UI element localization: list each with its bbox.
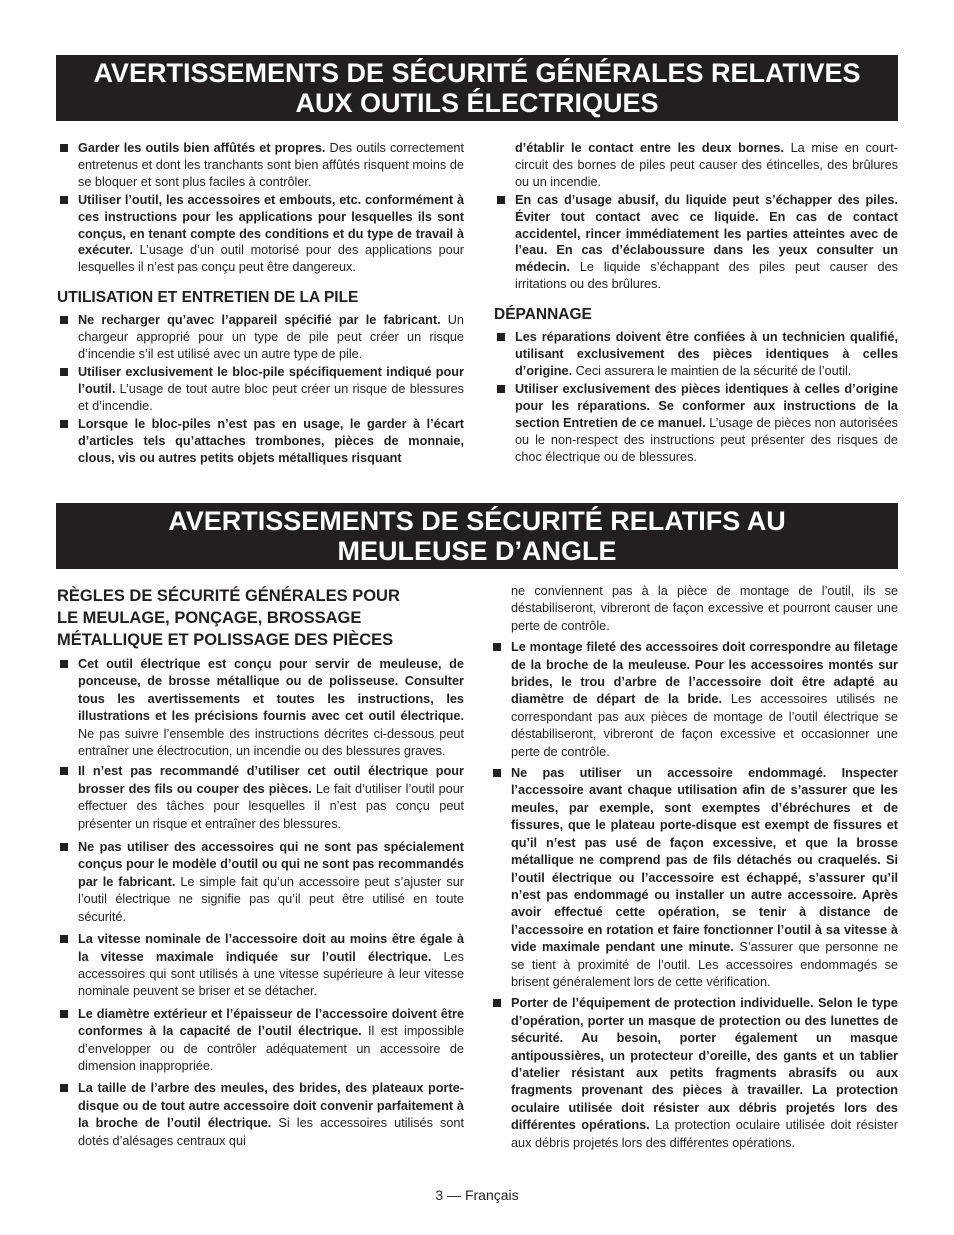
section-banner-angle-grinder — [56, 503, 898, 569]
list-item: Porter de l’équipement de protection individuelle. Selon le type d’opération, porter un masque de protection ou des lunettes de sécurité. Au besoin, porter également un masque antipoussières, un protecteur d’oreille, des gants et un tablier d’atelier résistant aux petits fragments abrasifs ou aux fragments provenant des pièces à travailler. La protection oculaire utilisée doit résister aux débris projetés lors des différentes opérations. La protection oculaire utilisée doit résister aux débris projetés lors des différentes opérations. — [490, 995, 898, 1152]
banner-title-line-2: AUX OUTILS ÉLECTRIQUES — [295, 88, 659, 118]
list-item: Ne pas utiliser un accessoire endommagé. Inspecter l’accessoire avant chaque utilisation afin de s’assurer que les meules, par exemple, sont exemptes d’ébréchures et de fissures, que le plateau porte-disque est exempt de fissures et qu’il n’est pas usé de façon excessive, et que la brosse métallique ne comprend pas de fils détachés ou craquelés. Si l’outil électrique ou l’accessoire est échappé, s’assurer qu’il n’est pas endommagé ou installer un autre accessoire. Après avoir effectué cette opération, se tenir à distance de l’accessoire en rotation et faire fonctionner l’outil à sa vitesse à vide maximale pendant une minute. S’assurer que personne ne se tient à proximité de l’outil. Les accessoires endommagés se brisent généralement lors de cette vérification. — [490, 765, 898, 991]
section-banner-general-safety — [56, 55, 898, 121]
list-item: Le montage fileté des accessoires doit correspondre au filetage de la broche de la meuleuse. Pour les accessoires montés sur brides, le trou d’arbre de l’accessoire doit être adapté au diamètre de départ de la bride. Les accessoires utilisés ne correspondant pas aux pièces de montage de l’outil électrique se déstabiliseront, vibreront de façon excessive et occasionner une perte de contrôle. — [490, 639, 898, 761]
section-heading: DÉPANNAGE — [494, 306, 592, 324]
list-item-continued: ne conviennent pas à la pièce de montage de l’outil, ils se déstabiliseront, vibreront de façon excessive et pourront causer une perte de contrôle. — [511, 584, 898, 633]
list-item: Les réparations doivent être confiées à un technicien qualifié, utilisant exclusivement des pièces identiques à celles d’origine. Ceci assurera le maintien de la sécurité de l’outil. — [494, 329, 898, 380]
list-item: Le diamètre extérieur et l’épaisseur de l’accessoire doivent être conformes à la capacité de l’outil électrique. Il est impossible d’envelopper ou de contrôler adéquatement un accessoire de dimension inappropriée. — [57, 1006, 464, 1076]
banner-title-line-1: AVERTISSEMENTS DE SÉCURITÉ RELATIFS AU — [168, 506, 786, 536]
list-item: Utiliser l’outil, les accessoires et embouts, etc. conformément à ces instructions pour les applications pour lesquelles ils sont conçus, en tenant compte des conditions et du type de travail à exécuter. L’usage d’un outil motorisé pour des applications pour lesquelles il n’est pas conçu peut être dangereux. — [57, 192, 464, 277]
list-item: Ne pas utiliser des accessoires qui ne sont pas spécialement conçus pour le modèle d’outil ou qui ne sont pas recommandés par le fabricant. Le simple fait qu’un accessoire peut s’ajuster sur l’outil électrique ne signifie pas qu’il peut être utilisé en toute sécurité. — [57, 839, 464, 926]
banner-title-line-2: MEULEUSE D’ANGLE — [337, 536, 617, 566]
list-item: Cet outil électrique est conçu pour servir de meuleuse, de ponceuse, de brosse métallique ou de polisseuse. Consulter tous les avertissements et toutes les instructions, les illustrations et les précisions fournis avec cet outil électrique. Ne pas suivre l’ensemble des instructions décrites ci-dessous peut entraîner une électrocution, un incendie ou des blessures graves. — [57, 656, 464, 760]
list-item: La vitesse nominale de l’accessoire doit au moins être égale à la vitesse maximale indiquée sur l’outil électrique. Les accessoires qui sont utilisés à une vitesse supérieure à leur vitesse nominale peuvent se briser et se détacher. — [57, 931, 464, 1001]
list-item: Lorsque le bloc-piles n’est pas en usage, le garder à l’écart d’articles tels qu’attaches trombones, pièces de monnaie, clous, vis ou autres petits objets métalliques risquant — [57, 416, 464, 467]
list-item-continued: d’établir le contact entre les deux bornes. La mise en court-circuit des bornes de piles peut causer des étincelles, des brûlures ou un incendie. — [515, 141, 898, 189]
list-item: Ne recharger qu’avec l’appareil spécifié par le fabricant. Un chargeur approprié pour un type de pile peut créer un risque d’incendie s’il est utilisé avec un autre type de pile. — [57, 312, 464, 363]
list-item: Utiliser exclusivement le bloc-pile spécifiquement indiqué pour l’outil. L’usage de tout autre bloc peut créer un risque de blessures et d’incendie. — [57, 364, 464, 415]
bottom-right-column — [490, 583, 898, 1153]
top-right-column — [494, 140, 898, 466]
list-item: Garder les outils bien affûtés et propres. Des outils correctement entretenus et dont les tranchants sont bien affûtés risquent moins de se bloquer et sont plus faciles à contrôler. — [57, 140, 464, 191]
list-item: La taille de l’arbre des meules, des brides, des plateaux porte-disque ou de tout autre accessoire doit convenir parfaitement à la broche de l’outil électrique. Si les accessoires utilisés sont dotés d’alésages centraux qui — [57, 1080, 464, 1150]
section-heading: RÈGLES DE SÉCURITÉ GÉNÉRALES POUR LE MEULAGE, PONÇAGE, BROSSAGE MÉTALLIQUE ET POLISSAGE DES PIÈCES — [57, 587, 400, 649]
bottom-left-column — [57, 585, 464, 1151]
page-footer: 3 — Français — [435, 1187, 519, 1203]
banner-title-line-1: AVERTISSEMENTS DE SÉCURITÉ GÉNÉRALES RELATIVES — [93, 58, 861, 88]
list-item: En cas d’usage abusif, du liquide peut s’échapper des piles. Éviter tout contact avec ce liquide. En cas de contact accidentel, rincer immédiatement les parties atteintes avec de l’eau. En cas d’éclaboussure dans les yeux consulter un médecin. Le liquide s’échappant des piles peut causer des irritations ou des brûlures. — [494, 192, 898, 293]
list-item: Il n’est pas recommandé d’utiliser cet outil électrique pour brosser des fils ou couper des pièces. Le fait d’utiliser l’outil pour effectuer des tâches pour lesquelles il n’est pas conçu peut présenter un risque et entraîner des blessures. — [57, 763, 464, 833]
section-heading: UTILISATION ET ENTRETIEN DE LA PILE — [57, 289, 359, 307]
list-item: Utiliser exclusivement des pièces identiques à celles d’origine pour les réparations. Se conformer aux instructions de la section Entretien de ce manuel. L’usage de pièces non autorisées ou le non-respect des instructions peut présenter des risques de choc électrique ou de blessures. — [494, 381, 898, 466]
top-left-column — [57, 140, 464, 467]
